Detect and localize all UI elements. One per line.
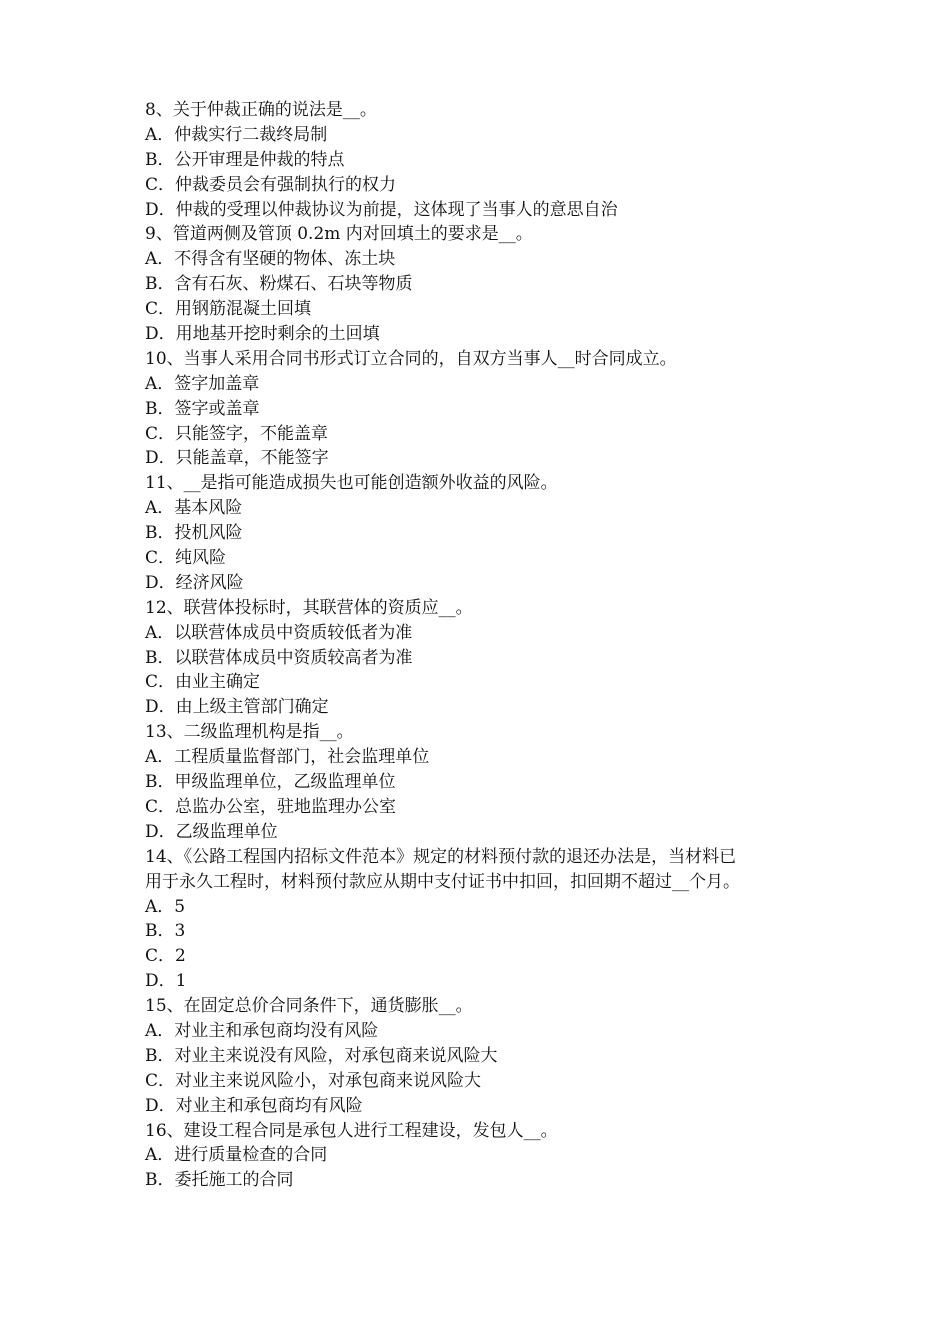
option-a: A．工程质量监督部门，社会监理单位 bbox=[145, 747, 430, 768]
question-stem: 15、在固定总价合同条件下，通货膨胀__。 bbox=[145, 996, 473, 1017]
question-stem: 8、关于仲裁正确的说法是__。 bbox=[145, 100, 377, 120]
option-b: B．签字或盖章 bbox=[145, 398, 260, 419]
question-stem: 16、建设工程合同是承包人进行工程建设，发包人__。 bbox=[145, 1120, 558, 1141]
question-stem: 12、联营体投标时，其联营体的资质应__。 bbox=[145, 597, 473, 618]
option-b: B．甲级监理单位，乙级监理单位 bbox=[145, 772, 396, 793]
option-c: C．2 bbox=[145, 946, 186, 967]
option-c: C．对业主来说风险小，对承包商来说风险大 bbox=[145, 1070, 482, 1091]
option-a: A．进行质量检查的合同 bbox=[145, 1145, 328, 1166]
question-stem: 14、《公路工程国内招标文件范本》规定的材料预付款的退还办法是，当材料已 bbox=[145, 846, 737, 867]
question-stem-continued: 用于永久工程时，材料预付款应从期中支付证书中扣回，扣回期不超过__个月。 bbox=[145, 871, 740, 892]
question-8 bbox=[145, 98, 825, 222]
option-d: D．仲裁的受理以仲裁协议为前提，这体现了当事人的意思自治 bbox=[145, 199, 618, 220]
question-9 bbox=[145, 222, 825, 346]
question-stem: 10、当事人采用合同书形式订立合同的，自双方当事人__时合同成立。 bbox=[145, 348, 677, 369]
question-12 bbox=[145, 596, 825, 720]
question-stem: 9、管道两侧及管顶 0.2m 内对回填土的要求是__。 bbox=[145, 224, 533, 245]
option-a: A．仲裁实行二裁终局制 bbox=[145, 124, 328, 145]
option-a: A．基本风险 bbox=[145, 498, 243, 519]
option-c: C．仲裁委员会有强制执行的权力 bbox=[145, 174, 397, 195]
question-stem: 13、二级监理机构是指__。 bbox=[145, 722, 354, 743]
option-c: C．总监办公室，驻地监理办公室 bbox=[145, 796, 397, 817]
question-13 bbox=[145, 720, 825, 844]
question-list bbox=[145, 98, 825, 1193]
question-stem: 11、__是指可能造成损失也可能创造额外收益的风险。 bbox=[145, 473, 558, 494]
option-a: A．5 bbox=[145, 896, 186, 917]
option-a: A．以联营体成员中资质较低者为准 bbox=[145, 622, 413, 643]
option-a: A．对业主和承包商均没有风险 bbox=[145, 1020, 379, 1041]
option-d: D．1 bbox=[145, 971, 187, 992]
option-a: A．签字加盖章 bbox=[145, 373, 260, 394]
question-16 bbox=[145, 1119, 825, 1194]
question-10 bbox=[145, 347, 825, 471]
option-b: B．公开审理是仲裁的特点 bbox=[145, 149, 345, 170]
option-d: D．由上级主管部门确定 bbox=[145, 697, 329, 718]
option-b: B．含有石灰、粉煤石、石块等物质 bbox=[145, 274, 413, 295]
question-14 bbox=[145, 845, 825, 994]
option-b: B．以联营体成员中资质较高者为准 bbox=[145, 647, 413, 668]
option-d: D．乙级监理单位 bbox=[145, 821, 278, 842]
option-d: D．对业主和承包商均有风险 bbox=[145, 1095, 363, 1116]
option-b: B．对业主来说没有风险，对承包商来说风险大 bbox=[145, 1045, 498, 1066]
option-b: B．委托施工的合同 bbox=[145, 1170, 294, 1191]
option-d: D．经济风险 bbox=[145, 572, 244, 593]
option-c: C．用钢筋混凝土回填 bbox=[145, 299, 312, 320]
option-d: D．用地基开挖时剩余的土回填 bbox=[145, 324, 380, 345]
option-c: C．纯风险 bbox=[145, 548, 227, 569]
option-a: A．不得含有坚硬的物体、冻土块 bbox=[145, 249, 396, 270]
option-b: B．3 bbox=[145, 921, 186, 942]
option-c: C．只能签字，不能盖章 bbox=[145, 423, 329, 444]
option-d: D．只能盖章，不能签字 bbox=[145, 448, 329, 469]
question-15 bbox=[145, 994, 825, 1118]
option-c: C．由业主确定 bbox=[145, 672, 261, 693]
option-b: B．投机风险 bbox=[145, 523, 243, 544]
question-11 bbox=[145, 471, 825, 595]
